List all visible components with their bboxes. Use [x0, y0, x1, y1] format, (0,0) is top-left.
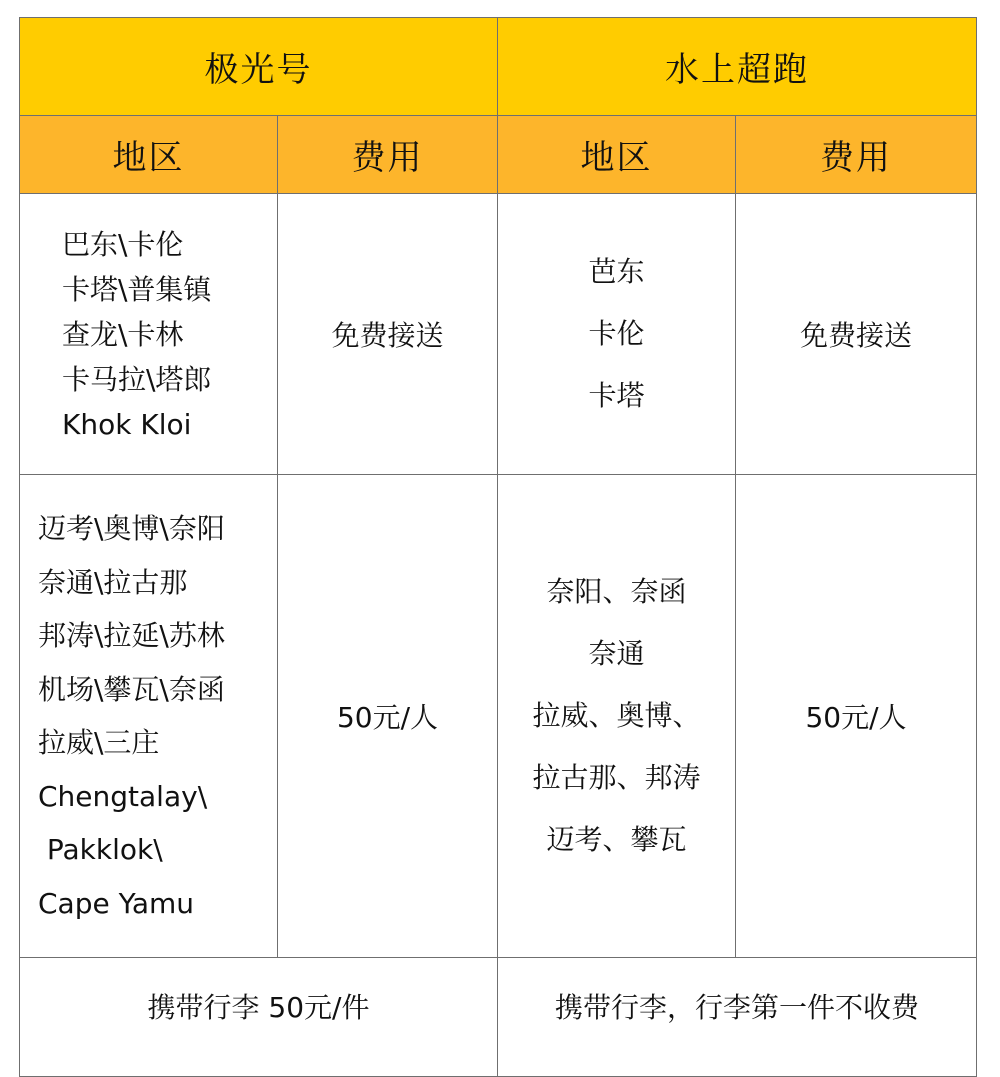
region-list [38, 502, 225, 930]
region-item: 机场\攀瓦\奈函 [38, 672, 225, 706]
region-item: 卡塔 [588, 379, 645, 412]
luggage-fee-text: 携带行李，行李第一件不收费 [554, 991, 919, 1024]
region-item: Cape Yamu [38, 886, 195, 920]
region-item: 巴东\卡伦 [62, 227, 184, 261]
region-item: Pakklok\ [38, 833, 163, 866]
aurora-boat-title: 极光号 [204, 50, 313, 90]
region-item: 芭东 [588, 255, 645, 288]
free-pickup-regions-left [19, 193, 278, 475]
fee-label-right: 费用 [820, 138, 892, 178]
water-supercar-header [497, 17, 977, 116]
region-item: 卡塔\普集镇 [62, 272, 212, 306]
fee-value: 50元/人 [336, 701, 439, 734]
paid-pickup-fee-left [277, 474, 498, 958]
luggage-note-right [497, 957, 977, 1077]
water-supercar-title: 水上超跑 [665, 50, 809, 90]
region-item: 迈考、攀瓦 [546, 823, 687, 856]
region-item: 查龙\卡林 [62, 317, 184, 351]
region-item: 奈阳、奈函 [546, 575, 687, 608]
free-pickup-regions-right [497, 193, 736, 475]
region-list [62, 222, 211, 447]
pickup-fee-table [19, 17, 977, 1077]
region-item: 奈通\拉古那 [38, 565, 188, 599]
region-column-header-left [19, 115, 278, 194]
paid-pickup-regions-left [19, 474, 278, 958]
fee-column-header-right [735, 115, 977, 194]
region-item: 卡伦 [588, 317, 645, 350]
region-list [588, 241, 644, 427]
region-item: 卡马拉\塔郎 [62, 362, 212, 396]
fee-label-left: 费用 [351, 138, 424, 178]
region-item: 奈通 [588, 637, 645, 670]
region-item: 拉古那、邦涛 [532, 761, 701, 794]
region-label-left: 地区 [112, 138, 185, 178]
free-pickup-fee-left [277, 193, 498, 475]
region-item: 迈考\奥博\奈阳 [38, 512, 225, 545]
region-item: Chengtalay\ [38, 779, 208, 813]
region-item: 邦涛\拉延\苏林 [38, 619, 225, 652]
region-item: 拉威\三庄 [38, 726, 160, 759]
fee-value: 免费接送 [799, 319, 912, 352]
fee-value: 50元/人 [805, 701, 907, 734]
luggage-fee-text: 携带行李 50元/件 [147, 991, 370, 1024]
region-item: 拉威、奥博、 [532, 699, 701, 732]
region-item: Khok Kloi [62, 407, 192, 441]
region-label-right: 地区 [580, 138, 653, 178]
paid-pickup-fee-right [735, 474, 977, 958]
fee-value: 免费接送 [331, 319, 444, 352]
fee-column-header-left [277, 115, 498, 194]
paid-pickup-regions-right [497, 474, 736, 958]
aurora-boat-header [19, 17, 498, 116]
region-column-header-right [497, 115, 736, 194]
region-list [532, 561, 700, 871]
free-pickup-fee-right [735, 193, 977, 475]
luggage-note-left [19, 957, 498, 1077]
